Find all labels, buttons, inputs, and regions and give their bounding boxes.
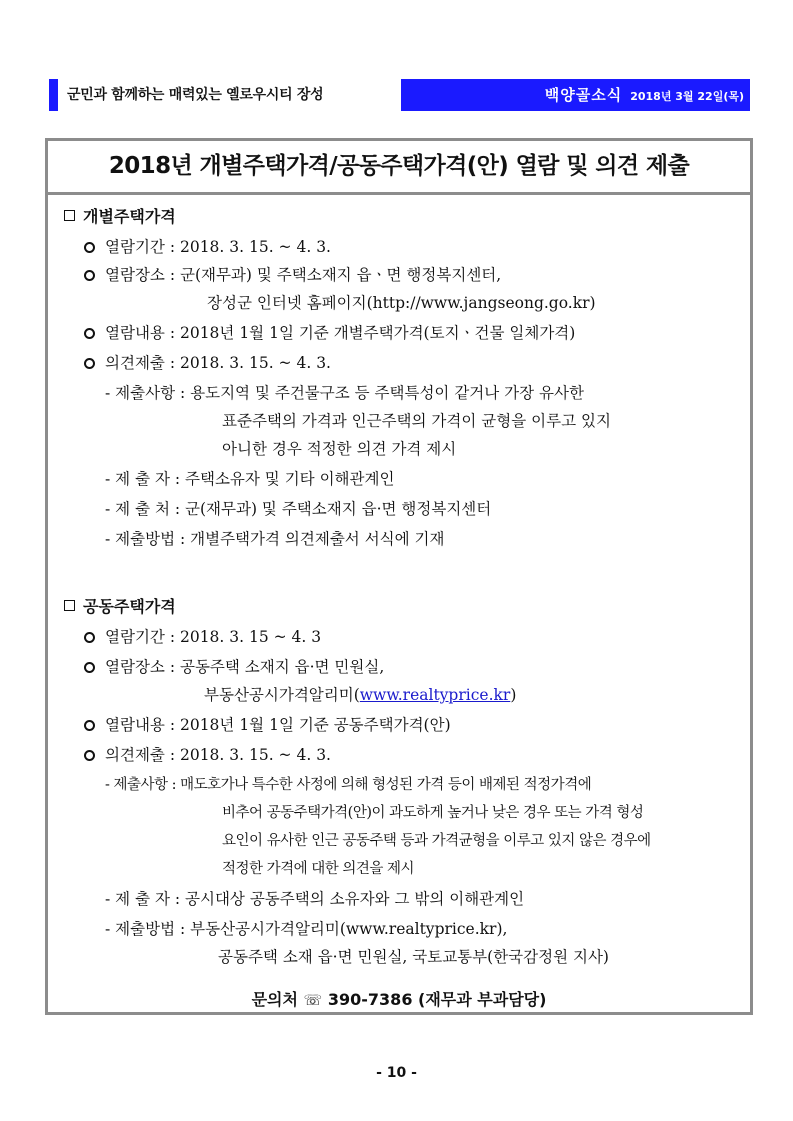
sub-item: - 제 출 자 : 주택소유자 및 기타 이해관계인 [105,470,395,488]
item-text: 열람장소 : 공동주택 소재지 읍·면 민원실, [105,658,385,676]
newsletter-banner [401,79,750,111]
square-bullet-icon [64,600,75,611]
list-item [84,265,501,285]
page-header [49,79,750,111]
circle-bullet-icon [84,662,95,673]
item-text: 열람기간 : 2018. 3. 15. ~ 4. 3. [105,238,331,256]
item-text: 열람내용 : 2018년 1월 1일 기준 공동주택가격(안) [105,716,451,734]
item-text: 의견제출 : 2018. 3. 15. ~ 4. 3. [105,746,331,764]
square-bullet-icon [64,210,75,221]
sub-item-continuation: 요인이 유사한 인근 공동주택 등과 가격균형을 이루고 있지 않은 경우에 [222,833,651,849]
sub-item-continuation: 공동주택 소재 읍·면 민원실, 국토교통부(한국감정원 지사) [218,948,609,966]
circle-bullet-icon [84,750,95,761]
contact-label: 문의처 [251,990,298,1009]
list-item [84,323,575,343]
page-number: - 10 - [376,1065,417,1081]
list-item [84,715,451,735]
issue-date: 2018년 3월 22일(목) [630,90,744,103]
sub-item-continuation: 비추어 공동주택가격(안)이 과도하게 높거나 낮은 경우 또는 가격 형성 [222,805,644,821]
newsletter-title: 백양골소식 [544,86,623,104]
circle-bullet-icon [84,720,95,731]
circle-bullet-icon [84,328,95,339]
realtyprice-link[interactable]: www.realtyprice.kr [359,686,511,704]
list-item [84,657,384,677]
sub-item: - 제출사항 : 용도지역 및 주건물구조 등 주택특성이 같거나 가장 유사한 [105,384,584,402]
circle-bullet-icon [84,270,95,281]
item-text: 열람기간 : 2018. 3. 15 ~ 4. 3 [105,628,322,646]
list-item [84,745,331,765]
item-text: ) [510,686,517,704]
sub-item: - 제출사항 : 매도호가나 특수한 사정에 의해 형성된 가격 등이 배제된 적정가격에 [105,777,592,793]
sub-item: - 제 출 처 : 군(재무과) 및 주택소재지 읍·면 행정복지센터 [105,500,492,518]
item-text: 의견제출 : 2018. 3. 15. ~ 4. 3. [105,354,331,372]
item-text: 열람장소 : 군(재무과) 및 주택소재지 읍ㆍ면 행정복지센터, [105,266,502,284]
sub-item: - 제 출 자 : 공시대상 공동주택의 소유자와 그 밖의 이해관계인 [105,890,525,908]
circle-bullet-icon [84,632,95,643]
phone-icon: ☏ [303,991,323,1009]
circle-bullet-icon [84,242,95,253]
list-item-continuation: 장성군 인터넷 홈페이지(http://www.jangseong.go.kr) [207,294,596,312]
list-item [84,237,331,257]
list-item-continuation [204,685,516,705]
contact-department: (재무과 부과담당) [418,990,547,1009]
section-heading-text: 공동주택가격 [83,597,176,616]
sub-item: - 제출방법 : 부동산공시가격알리미(www.realtyprice.kr), [105,920,508,938]
list-item [84,627,321,647]
sub-item-continuation: 표준주택의 가격과 인근주택의 가격이 균형을 이루고 있지 [222,412,611,430]
item-text: 열람내용 : 2018년 1월 1일 기준 개별주택가격(토지ㆍ건물 일체가격) [105,324,576,342]
section-heading-apartment [64,597,176,617]
section-heading-text: 개별주택가격 [83,207,176,226]
sub-item: - 제출방법 : 개별주택가격 의견제출서 서식에 기재 [105,530,445,548]
sub-item-continuation: 아니한 경우 적정한 의견 가격 제시 [222,440,457,458]
circle-bullet-icon [84,358,95,369]
sub-item-continuation: 적정한 가격에 대한 의견을 제시 [222,861,415,877]
notice-title: 2018년 개별주택가격/공동주택가격(안) 열람 및 의견 제출 [48,141,750,195]
notice-box [45,138,753,1015]
slogan: 군민과 함께하는 매력있는 옐로우시티 장성 [49,79,395,111]
list-item [84,353,331,373]
item-text: 부동산공시가격알리미( [204,686,360,704]
contact-phone: 390-7386 [327,990,413,1009]
contact-info [48,987,750,1010]
section-heading-individual [64,207,176,227]
